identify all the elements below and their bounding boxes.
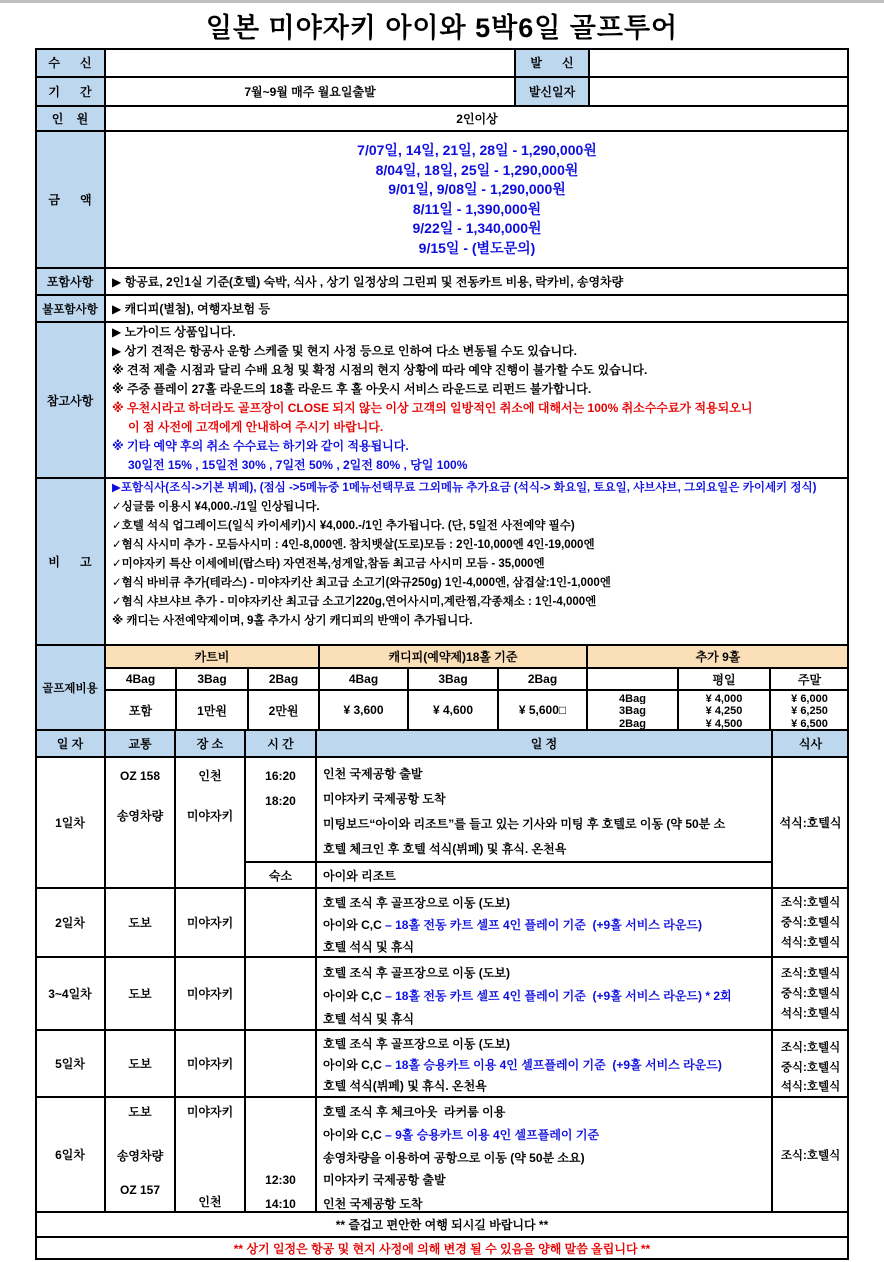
- day6-place-arrive: 인천: [198, 1195, 222, 1209]
- excluded-label: 불포함사항: [35, 295, 105, 322]
- included-text: ▶ 항공료, 2인1실 기준(호텔) 숙박, 식사 , 상기 일정상의 그린피 및 전동카트 비용, 락카비, 송영차량: [105, 268, 849, 295]
- day2-schedule: [316, 888, 772, 957]
- itin-header-time: 시 간: [245, 730, 316, 757]
- meal-line: 중식:호텔식: [780, 987, 841, 1000]
- excluded-text: ▶ 캐디피(별첨), 여행자보험 등: [105, 295, 849, 322]
- note-line: 이 점 사전에 고객에게 안내하여 주시기 바랍니다.: [128, 420, 384, 434]
- schedule-line: 인천 국제공항 도착: [323, 1197, 423, 1211]
- price-label: 금 액: [35, 131, 105, 268]
- golf-subheader: [587, 668, 678, 690]
- golf-cart-value: 2만원: [248, 690, 319, 730]
- itin-header-schedule: 일 정: [316, 730, 772, 757]
- schedule-line: 호텔 조식 후 골프장으로 이동 (도보): [323, 966, 510, 980]
- note-line: ▶ 상기 견적은 항공사 운항 스케줄 및 현지 사정 등으로 인하여 다소 변동될 수도 있습니다.: [112, 344, 577, 358]
- day6-transport: [105, 1097, 175, 1212]
- golf-group-caddie: 캐디피(예약제)18홀 기준: [319, 645, 587, 668]
- meal-line: 석식:호텔식: [780, 1081, 841, 1094]
- meal-line: 조식:호텔식: [780, 1042, 841, 1054]
- period-label: 기 간: [35, 77, 105, 106]
- recipient-value: [105, 48, 515, 77]
- day1-place-depart: 인천: [198, 769, 222, 783]
- day6-place-depart: 미야자키: [186, 1105, 234, 1119]
- golf-caddie-value: ¥ 3,600: [319, 690, 408, 730]
- notes-label: 참고사항: [35, 322, 105, 478]
- golf-group-cart: 카트비: [105, 645, 319, 668]
- remark-line: ▶포함식사(조식->기본 뷔페), (점심 ->5메뉴중 1메뉴선택무료 그외메뉴 추가요금 (석식-> 화요일, 토요일, 샤브샤브, 그외요일은 카이세키 정식): [112, 482, 817, 494]
- period-value: 7월~9월 매주 월요일출발: [105, 77, 515, 106]
- schedule-line: [323, 1125, 770, 1145]
- day2-place: 미야자키: [175, 888, 245, 957]
- day1-arrive-time: 18:20: [265, 794, 296, 808]
- price-list: [105, 131, 849, 268]
- day1-meals: 석식:호텔식: [772, 757, 849, 888]
- itin-header-transport: 교통: [105, 730, 175, 757]
- golf-extra9-weekday-value: ¥ 4,500: [705, 717, 743, 729]
- day6-label: 6일차: [35, 1097, 105, 1212]
- day2-times: [245, 888, 316, 957]
- page-title: 일본 미야자키 아이와 5박6일 골프투어: [205, 13, 679, 43]
- price-line: 8/11일 - 1,390,000원: [412, 200, 542, 217]
- schedule-line: 호텔 조식 후 골프장으로 이동 (도보): [323, 1037, 510, 1051]
- schedule-line: 호텔 석식 및 휴식: [323, 1012, 415, 1026]
- day5-times: [245, 1030, 316, 1097]
- itin-header-place: 장 소: [175, 730, 245, 757]
- day2-label: 2일차: [35, 888, 105, 957]
- schedule-line: 미야자키 국제공항 출발: [323, 1173, 446, 1187]
- golf-extra9-bag: 2Bag: [619, 717, 646, 729]
- note-line: 30일전 15% , 15일전 30% , 7일전 50% , 2일전 80% , 당일 100%: [128, 458, 468, 472]
- pax-label: 인 원: [35, 106, 105, 131]
- day6-place: [175, 1097, 245, 1212]
- remark-line: ✓혐식 바비큐 추가(테라스) - 미야자키산 최고급 소고기(와규250g) 1인-4,000엔, 삼겹살:1인-1,000엔: [112, 577, 611, 589]
- day1-label: 1일차: [35, 757, 105, 888]
- day34-times: [245, 957, 316, 1030]
- sender-value: [589, 48, 849, 77]
- golf-extra9-weekend-value: ¥ 6,500: [791, 717, 828, 729]
- schedule-line: 미야자키 국제공항 도착: [323, 792, 446, 806]
- note-line: ※ 기타 예약 후의 취소 수수료는 하기와 같이 적용됩니다.: [112, 439, 409, 453]
- day6-schedule: [316, 1097, 772, 1212]
- day34-transport: 도보: [105, 957, 175, 1030]
- golf-subheader: 주말: [770, 668, 849, 690]
- day6-walk: 도보: [128, 1105, 152, 1119]
- remark-line: ✓호텔 석식 업그레이드(일식 카이세키)시 ¥4,000.-/1인 추가됩니다. (단, 5일전 사전예약 필수): [112, 520, 575, 532]
- day6-meals: 조식:호텔식: [772, 1097, 849, 1212]
- day1-times: [245, 757, 316, 862]
- meal-line: 조식:호텔식: [780, 967, 841, 980]
- remark-line: ※ 캐디는 사전예약제이며, 9홀 추가시 상기 캐디피의 반액이 추가됩니다.: [112, 615, 473, 627]
- golf-caddie-value: ¥ 4,600: [408, 690, 498, 730]
- golf-extra9-weekend: [770, 690, 849, 730]
- itin-header-day: 일 자: [35, 730, 105, 757]
- day34-place: 미야자키: [175, 957, 245, 1030]
- note-line: ▶ 노가이드 상품입니다.: [112, 325, 236, 339]
- day2-transport: 도보: [105, 888, 175, 957]
- day5-transport: 도보: [105, 1030, 175, 1097]
- send-date-label: 발신일자: [515, 77, 589, 106]
- day6-depart-time: 12:30: [265, 1173, 296, 1187]
- day5-schedule: [316, 1030, 772, 1097]
- golf-extra9-bag: 3Bag: [619, 705, 646, 717]
- schedule-line: 송영차량을 이용하여 공항으로 이동 (약 50분 소요): [323, 1151, 585, 1165]
- schedule-line-blue: – 18홀 전동 카트 셀프 4인 플레이 기준 (+9홀 서비스 라운드) * 2회: [385, 989, 732, 1003]
- remarks-label: 비 고: [35, 478, 105, 645]
- golf-fee-label: 골프제비용: [35, 645, 105, 730]
- price-line: 9/01일, 9/08일 - 1,290,000원: [388, 181, 566, 197]
- day34-meals: [772, 957, 849, 1030]
- schedule-line: [323, 1055, 770, 1075]
- included-label: 포함사항: [35, 268, 105, 295]
- send-date-value: [589, 77, 849, 106]
- day1-depart-time: 16:20: [265, 769, 296, 783]
- golf-extra9-weekend-value: ¥ 6,250: [791, 705, 828, 717]
- price-line: 8/04일, 18일, 25일 - 1,290,000원: [375, 161, 579, 178]
- schedule-line: 호텔 석식(뷔페) 및 휴식. 온천욕: [323, 1079, 487, 1093]
- window-top-edge: [0, 0, 884, 3]
- golf-extra9-weekday-value: ¥ 4,000: [705, 693, 743, 705]
- golf-subheader: 3Bag: [176, 668, 248, 690]
- day1-transport: [105, 757, 175, 888]
- day1-lodging-label: 숙소: [245, 862, 316, 888]
- day6-arrive-time: 14:10: [265, 1197, 296, 1211]
- price-line: 9/22일 - 1,340,000원: [412, 220, 542, 236]
- schedule-line: 호텔 체크인 후 호텔 석식(뷔페) 및 휴식. 온천욕: [323, 842, 567, 856]
- golf-extra9-bags: [587, 690, 678, 730]
- price-line: 7/07일, 14일, 21일, 28일 - 1,290,000원: [357, 142, 597, 158]
- golf-subheader: 3Bag: [408, 668, 498, 690]
- day5-place: 미야자키: [175, 1030, 245, 1097]
- golf-caddie-value: ¥ 5,600□: [498, 690, 587, 730]
- price-line: 9/15일 - (별도문의): [418, 239, 536, 256]
- schedule-line-blue: – 18홀 전동 카트 셀프 4인 플레이 기준 (+9홀 서비스 라운드): [385, 918, 703, 932]
- day1-place: [175, 757, 245, 888]
- day6-flight: OZ 157: [119, 1183, 161, 1197]
- schedule-line: 호텔 조식 후 골프장으로 이동 (도보): [323, 896, 510, 910]
- golf-group-extra9: 추가 9홀: [587, 645, 849, 668]
- golf-extra9-bag: 4Bag: [619, 693, 646, 705]
- schedule-line: 호텔 조식 후 체크아웃 라커룸 이용: [323, 1105, 506, 1119]
- day6-times: [245, 1097, 316, 1212]
- schedule-line-black: 아이와 C,C: [323, 1128, 386, 1142]
- schedule-line-blue: – 18홀 승용카트 이용 4인 셀프플레이 기준 (+9홀 서비스 라운드): [385, 1058, 722, 1072]
- note-line: ※ 주중 플레이 27홀 라운드의 18홀 라운드 후 홀 아웃시 서비스 라운드로 리펀드 불가합니다.: [112, 382, 592, 396]
- notes-list: [105, 322, 849, 478]
- day1-flight: OZ 158: [119, 769, 161, 783]
- remark-line: ✓혐식 샤브샤브 추가 - 미야자키산 최고급 소고기220g,연어사시미,계란찜,각종채소 : 1인-4,000엔: [112, 596, 597, 608]
- meal-line: 석식:호텔식: [780, 936, 841, 949]
- golf-subheader: 4Bag: [319, 668, 408, 690]
- schedule-line: 미팅보드“아이와 리조트”를 들고 있는 기사와 미팅 후 호텔로 이동 (약 50분 소: [323, 817, 726, 831]
- schedule-line: [323, 915, 770, 935]
- day34-label: 3~4일차: [35, 957, 105, 1030]
- pax-value: 2인이상: [105, 106, 849, 131]
- day34-schedule: [316, 957, 772, 1030]
- day1-place-arrive: 미야자키: [186, 809, 234, 823]
- golf-subheader: 2Bag: [498, 668, 587, 690]
- meal-line: 중식:호텔식: [780, 1061, 841, 1074]
- schedule-line: 호텔 석식 및 휴식: [323, 940, 415, 954]
- note-line: ※ 견적 제출 시점과 달리 수배 요청 및 확정 시점의 현지 상황에 따라 예약 진행이 불가할 수도 있습니다.: [112, 363, 648, 377]
- day1-shuttle: 송영차량: [116, 809, 164, 823]
- day2-meals: [772, 888, 849, 957]
- remark-line: ✓혐식 사시미 추가 - 모듬사시미 : 4인-8,000엔. 참치뱃살(도로)모듬 : 2인-10,000엔 4인-19,000엔: [112, 539, 595, 551]
- schedule-line-blue: – 9홀 승용카트 이용 4인 셀프플레이 기준: [385, 1128, 600, 1142]
- day6-shuttle: 송영차량: [116, 1149, 164, 1163]
- day5-label: 5일차: [35, 1030, 105, 1097]
- schedule-line-black: 아이와 C,C: [323, 989, 386, 1003]
- note-line: ※ 우천시라고 하더라도 골프장이 CLOSE 되지 않는 이상 고객의 일방적인 취소에 대해서는 100% 취소수수료가 적용되오니: [112, 401, 753, 415]
- day1-schedule: [316, 757, 772, 862]
- golf-subheader: 평일: [678, 668, 770, 690]
- golf-extra9-weekday-value: ¥ 4,250: [705, 705, 743, 717]
- meal-line: 중식:호텔식: [780, 916, 841, 929]
- golf-subheader: 2Bag: [248, 668, 319, 690]
- golf-extra9-weekday: [678, 690, 770, 730]
- meal-line: 조식:호텔식: [780, 896, 841, 909]
- schedule-line: [323, 986, 770, 1006]
- golf-subheader: 4Bag: [105, 668, 176, 690]
- golf-cart-value: 포함: [105, 690, 176, 730]
- schedule-line-black: 아이와 C,C: [323, 918, 386, 932]
- golf-cart-value: 1만원: [176, 690, 248, 730]
- day5-meals: [772, 1030, 849, 1097]
- day1-lodging-value: 아이와 리조트: [316, 862, 772, 888]
- schedule-line-black: 아이와 C,C: [323, 1058, 386, 1072]
- remark-line: ✓미야자키 특산 이세에비(랍스타) 자연전복,성게알,참돔 최고금 사시미 모듬 - 35,000엔: [112, 558, 545, 570]
- meal-line: 석식:호텔식: [780, 1007, 841, 1020]
- footer-disclaimer: ** 상기 일정은 항공 및 현지 사정에 의해 변경 될 수 있음을 양해 말씀 올립니다 **: [35, 1237, 849, 1260]
- recipient-label: 수 신: [35, 48, 105, 77]
- sender-label: 발 신: [515, 48, 589, 77]
- itin-header-meals: 식사: [772, 730, 849, 757]
- remarks-list: [105, 478, 849, 645]
- golf-extra9-weekend-value: ¥ 6,000: [791, 693, 828, 705]
- schedule-line: 인천 국제공항 출발: [323, 767, 423, 781]
- remark-line: ✓싱글룸 이용시 ¥4,000.-/1일 인상됩니다.: [112, 501, 320, 513]
- footer-wish: ** 즐겁고 편안한 여행 되시길 바랍니다 **: [35, 1212, 849, 1237]
